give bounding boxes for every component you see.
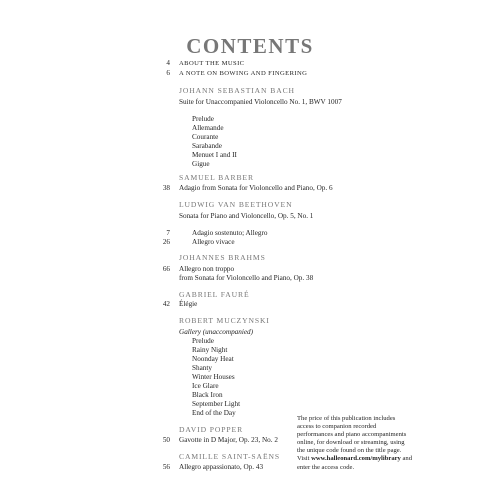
composer-heading-saint-saens: CAMILLE SAINT-SAËNS xyxy=(179,452,280,461)
mylibrary-url[interactable]: www.halleonard.com/mylibrary xyxy=(311,455,401,463)
movement-title: Noonday Heat xyxy=(192,355,234,363)
movement-title: Prelude xyxy=(192,115,214,123)
movement-title: Ice Glare xyxy=(192,382,219,390)
movement-title: Adagio sostenuto; Allegro xyxy=(192,229,268,237)
movement-title: Sarabande xyxy=(192,142,222,150)
note-line: online, for download or streaming, using xyxy=(297,439,405,447)
composer-heading-brahms: JOHANNES BRAHMS xyxy=(179,253,266,262)
page-number: 50 xyxy=(162,436,170,444)
page-number: 38 xyxy=(162,184,170,192)
composer-heading-beethoven: LUDWIG VAN BEETHOVEN xyxy=(179,200,293,209)
page-number: 66 xyxy=(162,265,170,273)
note-line: performances and piano accompaniments xyxy=(297,431,407,439)
work-title: Élégie xyxy=(179,300,198,308)
composer-heading-faure: GABRIEL FAURÉ xyxy=(179,290,250,299)
note-line: The price of this publication includes xyxy=(297,415,396,422)
movement-title: Allegro vivace xyxy=(192,238,235,246)
work-title: Allegro non troppo xyxy=(179,265,235,273)
note-line: access to companion recorded xyxy=(297,423,377,431)
work-title: Adagio from Sonata for Violoncello and Piano, Op. 6 xyxy=(179,184,333,192)
note-visit-word: Visit xyxy=(297,455,310,463)
note-line: enter the access code. xyxy=(297,463,355,471)
movement-title: Winter Houses xyxy=(192,373,235,381)
work-title: Gavotte in D Major, Op. 23, No. 2 xyxy=(179,436,278,444)
note-line xyxy=(297,455,457,463)
work-title: Sonata for Piano and Violoncello, Op. 5, No. 1 xyxy=(179,212,314,220)
movement-title: End of the Day xyxy=(192,409,236,417)
movement-title: Gigue xyxy=(192,160,210,168)
composer-heading-bach: JOHANN SEBASTIAN BACH xyxy=(179,86,295,95)
movement-title: September Light xyxy=(192,400,241,408)
page-number: 6 xyxy=(166,69,170,77)
note-line: the unique code found on the title page. xyxy=(297,447,402,455)
page-number: 7 xyxy=(166,229,170,237)
entry-title: ABOUT THE MUSIC xyxy=(179,60,245,67)
companion-access-note xyxy=(297,415,457,472)
movement-title: Black Iron xyxy=(192,391,223,399)
page-number: 56 xyxy=(162,463,170,471)
movement-title: Shanty xyxy=(192,364,212,372)
movement-title: Courante xyxy=(192,133,219,141)
work-title: Allegro appassionato, Op. 43 xyxy=(179,463,264,471)
movement-title: Allemande xyxy=(192,124,224,132)
work-title: Suite for Unaccompanied Violoncello No. 1, BWV 1007 xyxy=(179,98,342,106)
page-number: 26 xyxy=(162,238,170,246)
note-and-word: and xyxy=(402,455,413,463)
page-title: CONTENTS xyxy=(186,34,314,58)
page-number: 42 xyxy=(162,300,170,308)
movement-title: Prelude xyxy=(192,337,214,345)
movement-title: Menuet I and II xyxy=(192,151,237,159)
work-subtitle: from Sonata for Violoncello and Piano, Op. 38 xyxy=(179,274,314,282)
page-number: 4 xyxy=(166,59,170,67)
composer-heading-barber: SAMUEL BARBER xyxy=(179,173,254,182)
entry-title: A NOTE ON BOWING AND FINGERING xyxy=(179,70,308,77)
composer-heading-popper: DAVID POPPER xyxy=(179,425,244,434)
movement-title: Rainy Night xyxy=(192,346,228,354)
work-title: Gallery (unaccompanied) xyxy=(179,328,254,336)
composer-heading-muczynski: ROBERT MUCZYNSKI xyxy=(179,316,270,325)
